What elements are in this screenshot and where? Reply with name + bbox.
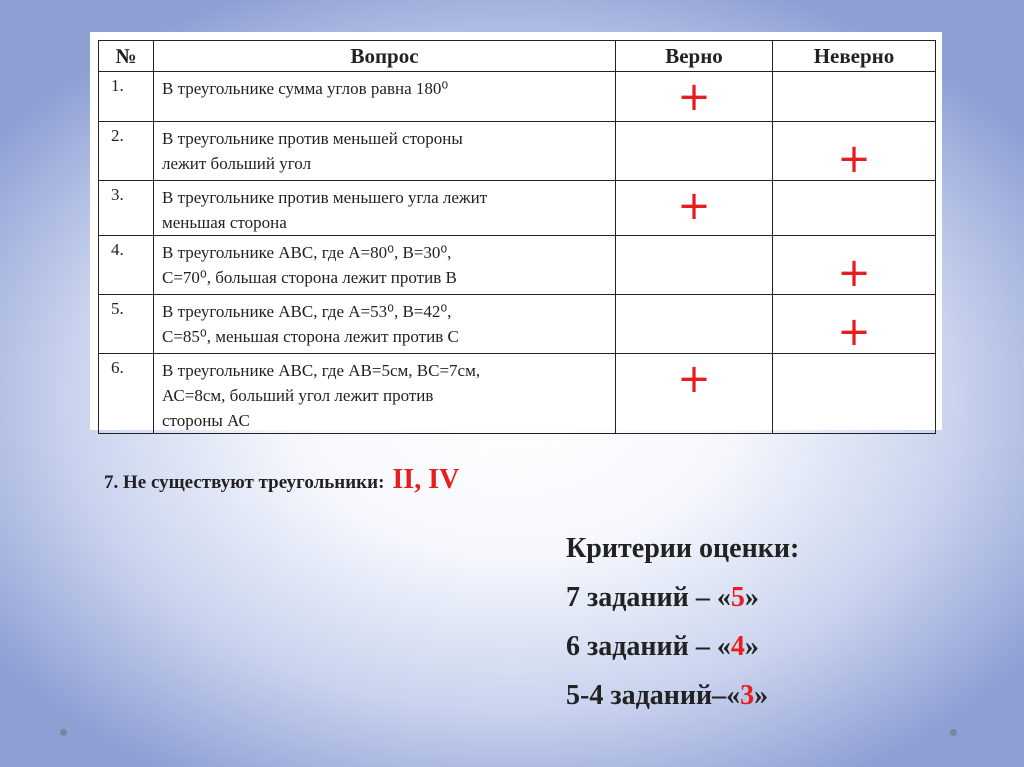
question-line: С=85⁰, меньшая сторона лежит против С [162, 327, 459, 346]
header-true: Верно [616, 41, 773, 72]
question-line: стороны АС [162, 411, 250, 430]
question-line: АС=8см, больший угол лежит против [162, 386, 434, 405]
criteria-item-quote: » [744, 582, 759, 613]
decor-dot-right [950, 729, 957, 736]
criteria-item [566, 671, 799, 720]
quiz-table-panel [90, 32, 942, 430]
quiz-table [98, 40, 936, 434]
question-line: В треугольнике против меньшего угла лежит [162, 188, 488, 207]
table-header-row [99, 41, 936, 72]
note-nonexistent-triangles [104, 464, 459, 496]
plus-mark-icon: + [677, 183, 711, 229]
cell-false [773, 354, 936, 434]
plus-mark-icon: + [677, 74, 711, 120]
cell-true [616, 122, 773, 181]
row-question [154, 181, 616, 236]
row-question [154, 72, 616, 122]
question-line: В треугольнике АВС, где АВ=5см, ВС=7см, [162, 361, 481, 380]
table-row [99, 295, 936, 354]
plus-mark-icon: + [837, 309, 871, 355]
row-number: 5. [99, 295, 154, 354]
cell-true [616, 295, 773, 354]
criteria-item-text: 5-4 заданий–« [566, 680, 741, 711]
row-question [154, 122, 616, 181]
row-number: 1. [99, 72, 154, 122]
grading-criteria [566, 524, 799, 720]
decor-dot-left [60, 729, 67, 736]
plus-mark-icon: + [837, 250, 871, 296]
criteria-grade: 4 [730, 631, 745, 662]
plus-mark-icon: + [837, 136, 871, 182]
table-row [99, 72, 936, 122]
row-number: 4. [99, 236, 154, 295]
cell-true [616, 181, 773, 236]
question-line: В треугольнике АВС, где А=80⁰, В=30⁰, [162, 243, 452, 262]
question-line: С=70⁰, большая сторона лежит против В [162, 268, 457, 287]
header-question: Вопрос [154, 41, 616, 72]
row-question [154, 236, 616, 295]
cell-true [616, 354, 773, 434]
question-line: В треугольнике АВС, где А=53⁰, В=42⁰, [162, 302, 452, 321]
question-line: лежит больший угол [162, 154, 312, 173]
criteria-grade: 5 [730, 582, 745, 613]
cell-false [773, 295, 936, 354]
criteria-item [566, 622, 799, 671]
criteria-item-quote: » [744, 631, 759, 662]
row-number: 6. [99, 354, 154, 434]
row-number: 2. [99, 122, 154, 181]
question-line: В треугольнике сумма углов равна 180⁰ [162, 79, 449, 98]
table-row [99, 354, 936, 434]
question-line: меньшая сторона [162, 213, 287, 232]
cell-false [773, 236, 936, 295]
note-answer: II, IV [392, 464, 460, 495]
criteria-item-quote: » [754, 680, 769, 711]
note-text: 7. Не существуют треугольники: [104, 472, 385, 493]
cell-false [773, 122, 936, 181]
table-row [99, 181, 936, 236]
criteria-title: Критерии оценки: [566, 533, 800, 564]
criteria-item [566, 573, 799, 622]
plus-mark-icon: + [677, 356, 711, 402]
question-line: В треугольнике против меньшей стороны [162, 129, 463, 148]
cell-true [616, 236, 773, 295]
table-row [99, 236, 936, 295]
row-question [154, 354, 616, 434]
criteria-item-text: 7 заданий – « [566, 582, 731, 613]
criteria-item-text: 6 заданий – « [566, 631, 731, 662]
cell-false [773, 181, 936, 236]
row-question [154, 295, 616, 354]
header-false: Неверно [773, 41, 936, 72]
criteria-grade: 3 [740, 680, 755, 711]
header-number: № [99, 41, 154, 72]
cell-true [616, 72, 773, 122]
cell-false [773, 72, 936, 122]
table-row [99, 122, 936, 181]
row-number: 3. [99, 181, 154, 236]
